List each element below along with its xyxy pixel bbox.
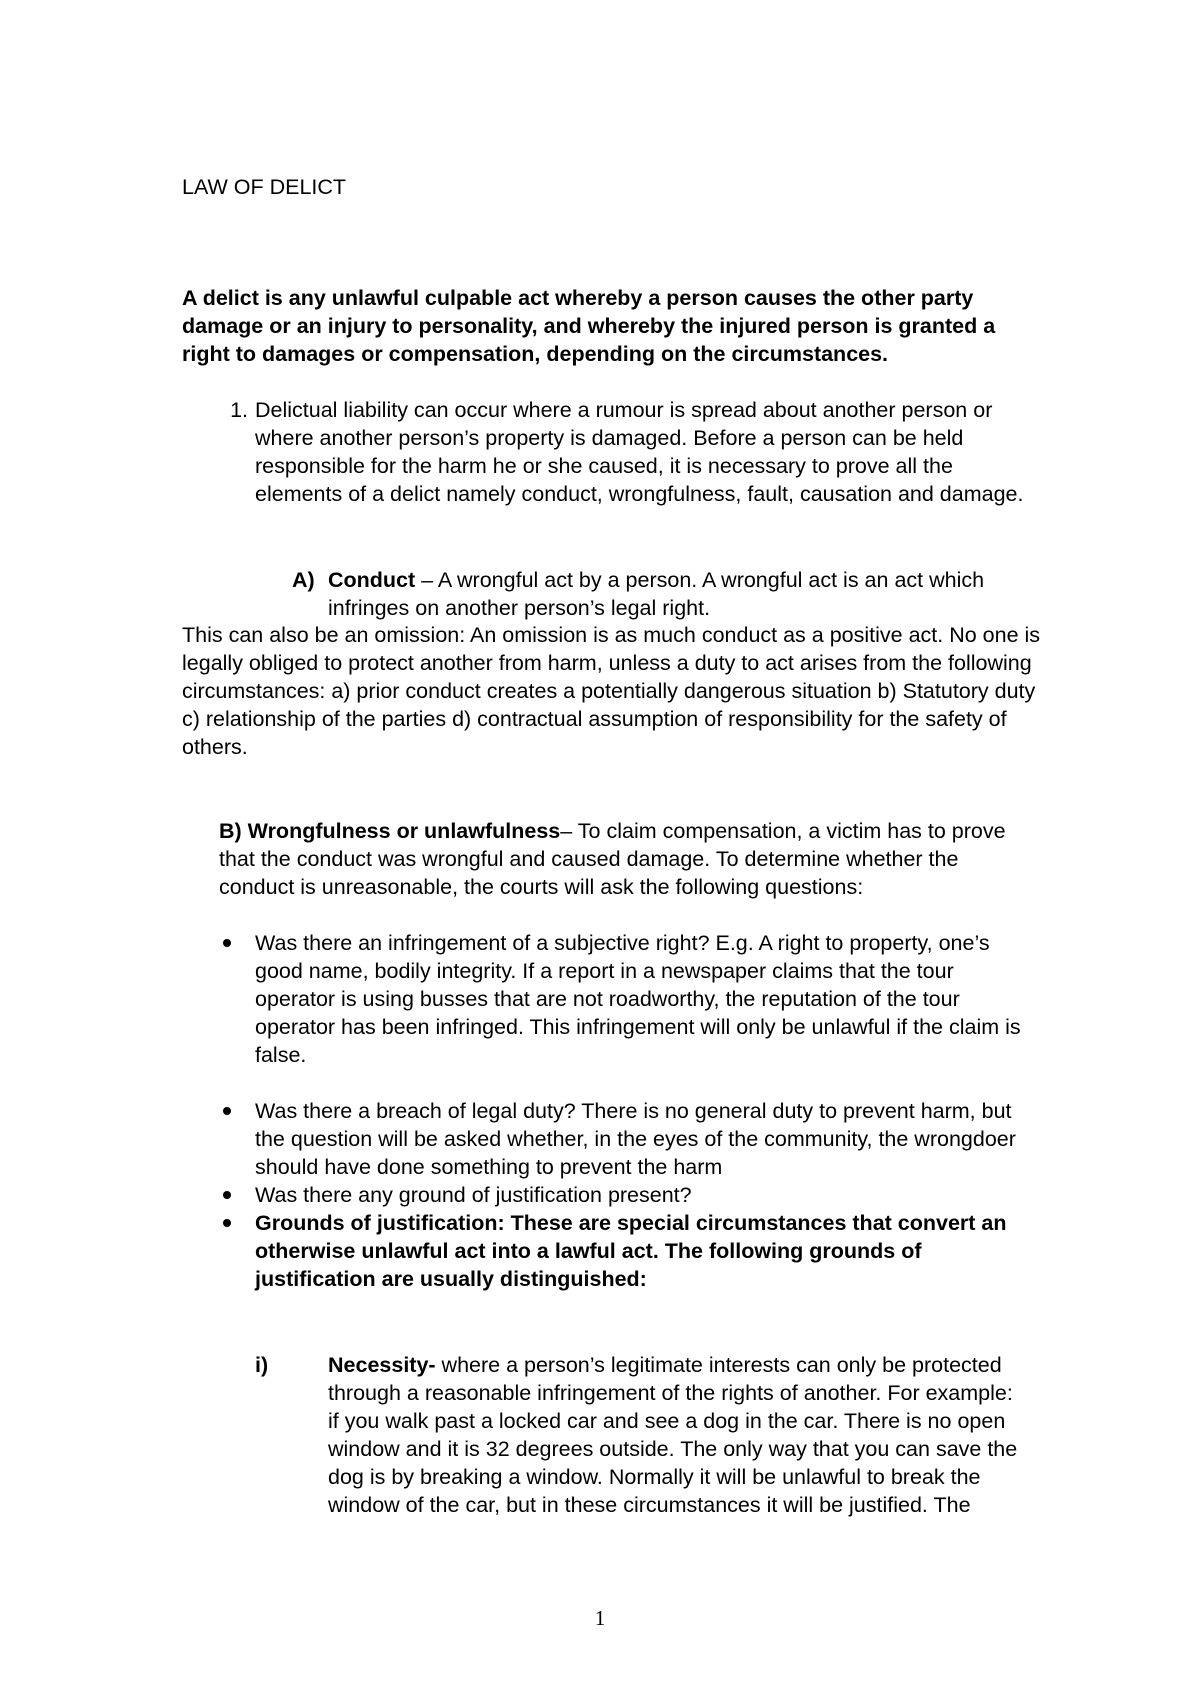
ground-text: where a person’s legitimate interests can only be protected through a reasonable infringement of the rights of another. For example: if you walk past a locked car and see a dog in the car. There is no open window and it is 32 degrees outside. The only way that you can save the dog is by breaking a window. Normally it will be unlawful to break the window of the car, but in these circumstances it will be justified. The — [328, 1353, 1018, 1517]
wrongfulness-paragraph — [219, 817, 1027, 901]
conduct-item — [292, 566, 1027, 622]
bullet-icon — [182, 1097, 255, 1181]
ground-body — [328, 1351, 1027, 1519]
wrongfulness-heading: B) Wrongfulness or unlawfulness — [219, 819, 561, 843]
bullet-text: Was there any ground of justification present? — [255, 1183, 692, 1207]
wrongfulness-text: – To claim compensation, a victim has to prove that the conduct was wrongful and caused damage. To determine whether the conduct is unreasonable, the courts will ask the following questions: — [219, 819, 1006, 899]
conduct-body — [328, 566, 1027, 622]
delict-definition: A delict is any unlawful culpable act whereby a person causes the other party damage or an injury to personality, and whereby the injured person is granted a right to damages or compensation, depending on the circumstances. — [182, 286, 996, 366]
bullet-icon — [182, 929, 255, 1069]
list-item — [182, 1181, 1027, 1209]
bullet-text: Was there a breach of legal duty? There is no general duty to prevent harm, but the question will be asked whether, in the eyes of the community, the wrongdoer should have done something to prevent the harm — [255, 1099, 1016, 1179]
page-number: 1 — [594, 1606, 606, 1630]
numbered-item — [182, 396, 1027, 508]
bullet-list — [182, 929, 1027, 1293]
document-title: LAW OF DELICT — [182, 175, 347, 199]
bullet-text: Was there an infringement of a subjective right? E.g. A right to property, one’s good name, bodily integrity. If a report in a newspaper claims that the tour operator is using busses that are not roadworthy, the reputation of the tour operator has been infringed. This infringement will only be unlawful if the claim is false. — [255, 931, 1021, 1067]
conduct-heading: Conduct — [328, 568, 416, 592]
ground-item — [255, 1351, 1027, 1519]
list-item — [182, 1097, 1027, 1181]
ground-marker: i) — [255, 1353, 269, 1377]
conduct-marker: A) — [292, 568, 315, 592]
ground-heading: Necessity- — [328, 1353, 436, 1377]
numbered-item-text: Delictual liability can occur where a rumour is spread about another person or where another person’s property is damaged. Before a person can be held responsible for the harm he or she caused, it is necessary to prove all the elements of a delict namely conduct, wrongfulness, fault, causation and damage. — [255, 398, 1024, 506]
list-item — [182, 1209, 1027, 1293]
conduct-section — [292, 566, 1027, 622]
conduct-text: – A wrongful act by a person. A wrongful act is an act which infringes on another person’s legal right. — [328, 568, 985, 620]
grounds-list — [255, 1351, 1027, 1519]
bullet-icon — [182, 1209, 255, 1293]
bullet-text: Grounds of justification: These are special circumstances that convert an otherwise unlawful act into a lawful act. The following grounds of justification are usually distinguished: — [255, 1211, 1007, 1291]
numbered-list — [182, 396, 1027, 508]
list-item — [182, 929, 1027, 1069]
omission-paragraph: This can also be an omission: An omission is as much conduct as a positive act. No one is legally obliged to protect another from harm, unless a duty to act arises from the following circumstances: a) prior conduct creates a potentially dangerous situation b) Statutory duty c) relationship of the parties d) contractual assumption of responsibility for the safety of others. — [182, 623, 1041, 759]
bullet-icon — [182, 1181, 255, 1209]
numbered-item-marker: 1. — [230, 398, 248, 422]
